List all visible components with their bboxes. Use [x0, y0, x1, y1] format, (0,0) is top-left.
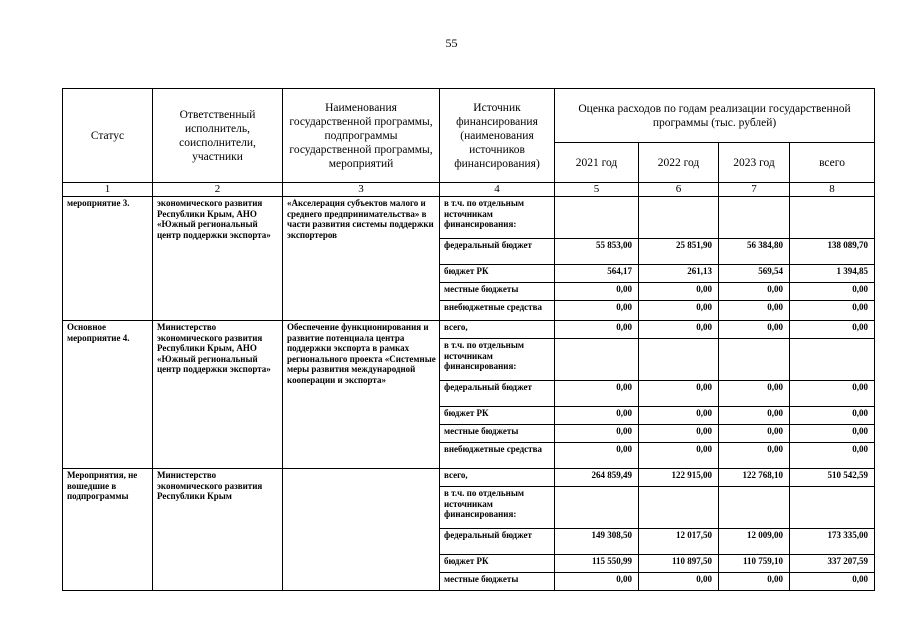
row-name: Обеспечение функционирования и развитие потенциала центра поддержки экспорта в рамках регионального проекта «Системные меры развития международной кооперации и экспорта» — [283, 321, 440, 469]
value-total: 0,00 — [790, 443, 875, 469]
value-year: 122 915,00 — [639, 469, 719, 487]
value-year: 0,00 — [719, 283, 790, 301]
budget-table — [62, 88, 875, 591]
funding-source: федеральный бюджет — [440, 381, 555, 407]
funding-source: в т.ч. по отдельным источникам финансирования: — [440, 197, 555, 239]
column-number: 2 — [153, 183, 283, 197]
value-year: 12 017,50 — [639, 529, 719, 555]
value-total — [790, 197, 875, 239]
value-year: 0,00 — [639, 301, 719, 321]
value-year: 0,00 — [639, 425, 719, 443]
value-year: 0,00 — [719, 301, 790, 321]
value-year: 55 853,00 — [555, 239, 639, 265]
value-year: 0,00 — [639, 407, 719, 425]
value-year: 0,00 — [639, 573, 719, 591]
value-year: 0,00 — [555, 425, 639, 443]
header-year-2021: 2021 год — [555, 143, 639, 183]
value-year — [555, 339, 639, 381]
value-year: 149 308,50 — [555, 529, 639, 555]
value-year: 0,00 — [719, 407, 790, 425]
value-year: 12 009,00 — [719, 529, 790, 555]
value-year: 0,00 — [719, 321, 790, 339]
value-total: 0,00 — [790, 407, 875, 425]
row-status: мероприятие 3. — [63, 197, 153, 321]
value-year — [639, 197, 719, 239]
value-year: 0,00 — [555, 573, 639, 591]
value-year — [639, 487, 719, 529]
funding-source: местные бюджеты — [440, 283, 555, 301]
funding-source: бюджет РК — [440, 407, 555, 425]
value-total: 0,00 — [790, 301, 875, 321]
column-number: 3 — [283, 183, 440, 197]
value-year — [639, 339, 719, 381]
value-year — [555, 487, 639, 529]
value-total: 1 394,85 — [790, 265, 875, 283]
value-year: 564,17 — [555, 265, 639, 283]
table-row — [63, 469, 875, 487]
row-executor: Министерство экономического развития Республики Крым — [153, 469, 283, 591]
value-year — [555, 197, 639, 239]
funding-source: всего, — [440, 321, 555, 339]
value-year: 0,00 — [555, 443, 639, 469]
column-number: 8 — [790, 183, 875, 197]
value-year: 0,00 — [555, 321, 639, 339]
table-header — [63, 89, 875, 197]
funding-source: местные бюджеты — [440, 573, 555, 591]
value-total: 138 089,70 — [790, 239, 875, 265]
value-year — [719, 339, 790, 381]
funding-source: внебюджетные средства — [440, 443, 555, 469]
value-total: 173 335,00 — [790, 529, 875, 555]
table-row — [63, 321, 875, 339]
value-year: 0,00 — [555, 381, 639, 407]
page-number: 55 — [445, 36, 458, 50]
funding-source: бюджет РК — [440, 265, 555, 283]
value-year: 0,00 — [719, 425, 790, 443]
value-year: 110 897,50 — [639, 555, 719, 573]
header-executor: Ответственный исполнитель, соисполнители, участники — [153, 89, 283, 183]
header-estimate: Оценка расходов по годам реализации государственной программы (тыс. рублей) — [555, 89, 875, 143]
value-year: 0,00 — [719, 573, 790, 591]
value-total: 510 542,59 — [790, 469, 875, 487]
row-name: «Акселерация субъектов малого и среднего предпринимательства» в части развития системы поддержки экспортеров — [283, 197, 440, 321]
value-year: 0,00 — [555, 283, 639, 301]
value-year: 25 851,90 — [639, 239, 719, 265]
value-year: 261,13 — [639, 265, 719, 283]
column-number: 5 — [555, 183, 639, 197]
funding-source: всего, — [440, 469, 555, 487]
header-status: Статус — [63, 89, 153, 183]
value-total: 0,00 — [790, 425, 875, 443]
value-total: 0,00 — [790, 321, 875, 339]
column-number: 6 — [639, 183, 719, 197]
row-executor: экономического развития Республики Крым, АНО «Южный региональный центр поддержки экспорта» — [153, 197, 283, 321]
value-year: 0,00 — [639, 381, 719, 407]
value-year: 0,00 — [719, 443, 790, 469]
value-year: 0,00 — [639, 321, 719, 339]
header-year-2022: 2022 год — [639, 143, 719, 183]
value-year: 56 384,80 — [719, 239, 790, 265]
table-row — [63, 197, 875, 239]
column-number: 1 — [63, 183, 153, 197]
value-year: 0,00 — [639, 283, 719, 301]
value-year: 110 759,10 — [719, 555, 790, 573]
header-total: всего — [790, 143, 875, 183]
value-year — [719, 197, 790, 239]
header-names: Наименования государственной программы, подпрограммы государственной программы, мероприятий — [283, 89, 440, 183]
value-year: 569,54 — [719, 265, 790, 283]
value-total: 0,00 — [790, 381, 875, 407]
value-year: 122 768,10 — [719, 469, 790, 487]
funding-source: бюджет РК — [440, 555, 555, 573]
value-total: 0,00 — [790, 283, 875, 301]
funding-source: в т.ч. по отдельным источникам финансирования: — [440, 487, 555, 529]
row-executor: Министерство экономического развития Республики Крым, АНО «Южный региональный центр поддержки экспорта» — [153, 321, 283, 469]
header-source: Источник финансирования (наименования источников финансирования) — [440, 89, 555, 183]
value-year: 264 859,49 — [555, 469, 639, 487]
value-year — [719, 487, 790, 529]
header-year-2023: 2023 год — [719, 143, 790, 183]
funding-source: федеральный бюджет — [440, 239, 555, 265]
value-total — [790, 339, 875, 381]
funding-source: в т.ч. по отдельным источникам финансирования: — [440, 339, 555, 381]
column-numbers-row — [63, 183, 875, 197]
row-status: Мероприятия, не вошедшие в подпрограммы — [63, 469, 153, 591]
value-year: 0,00 — [555, 407, 639, 425]
value-total: 0,00 — [790, 573, 875, 591]
value-total: 337 207,59 — [790, 555, 875, 573]
column-number: 4 — [440, 183, 555, 197]
value-year: 0,00 — [555, 301, 639, 321]
table-body — [63, 197, 875, 591]
funding-source: местные бюджеты — [440, 425, 555, 443]
funding-source: федеральный бюджет — [440, 529, 555, 555]
funding-source: внебюджетные средства — [440, 301, 555, 321]
row-status: Основное мероприятие 4. — [63, 321, 153, 469]
column-number: 7 — [719, 183, 790, 197]
value-year: 0,00 — [719, 381, 790, 407]
value-year: 115 550,99 — [555, 555, 639, 573]
value-year: 0,00 — [639, 443, 719, 469]
row-name — [283, 469, 440, 591]
value-total — [790, 487, 875, 529]
